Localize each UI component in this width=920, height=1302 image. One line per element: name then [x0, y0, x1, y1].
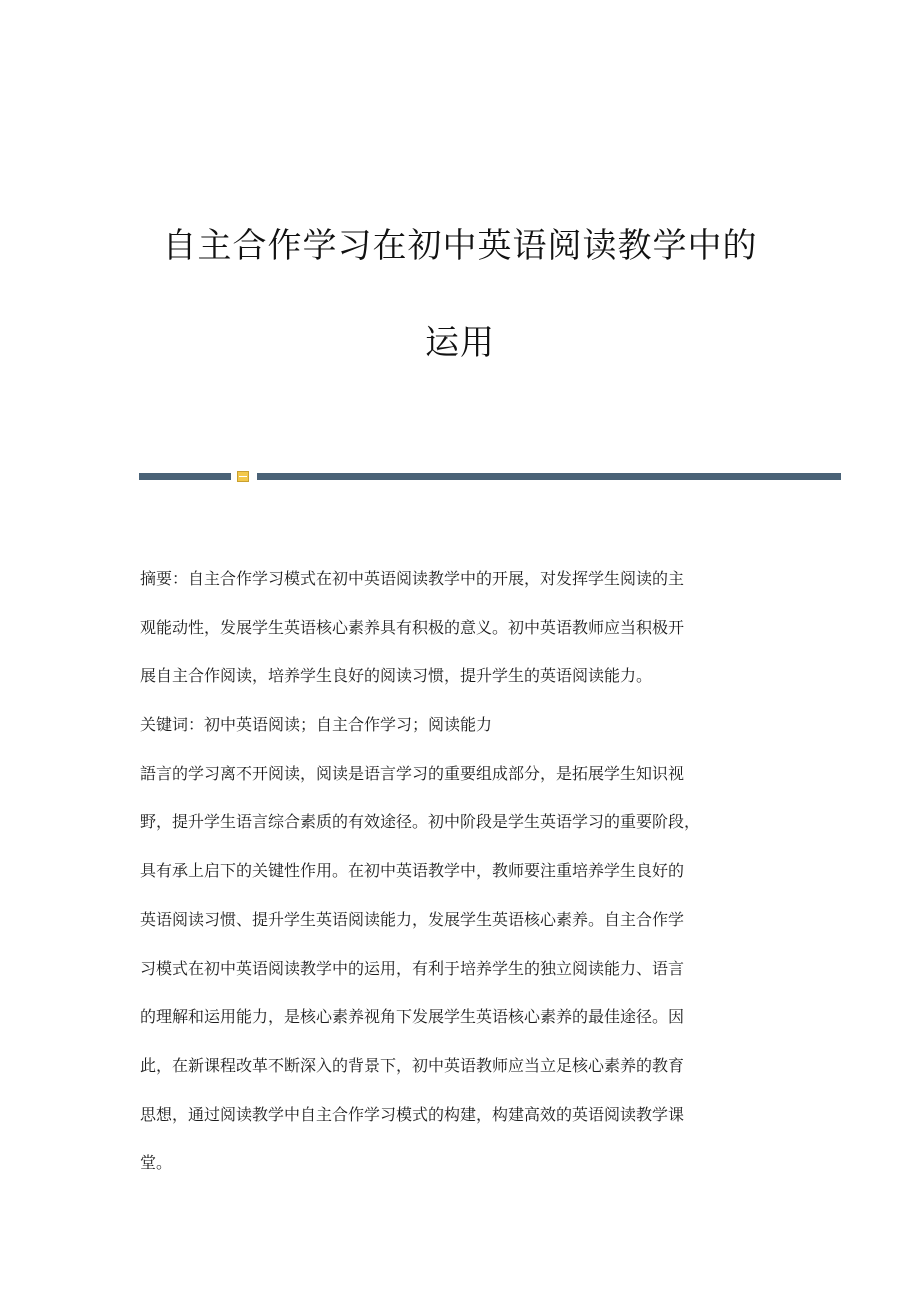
body-line-6: 的理解和运用能力，是核心素养视角下发展学生英语核心素养的最佳途径。因 [140, 1007, 685, 1027]
body-line-8: 思想，通过阅读教学中自主合作学习模式的构建，构建高效的英语阅读教学课 [140, 1104, 685, 1124]
abstract-line-2: 观能动性，发展学生英语核心素养具有积极的意义。初中英语教师应当积极开 [140, 617, 685, 637]
keywords-section [140, 712, 780, 761]
abstract-line-1: 摘要：自主合作学习模式在初中英语阅读教学中的开展，对发挥学生阅读的主 [140, 569, 685, 588]
document-title-line-2: 运用 [425, 323, 495, 363]
abstract-section [140, 566, 780, 712]
body-line-4: 英语阅读习惯、提升学生英语阅读能力，发展学生英语核心素养。自主合作学 [140, 909, 685, 929]
document-title-line-1: 自主合作学习在初中英语阅读教学中的 [162, 226, 758, 266]
document-body [140, 566, 780, 1199]
body-line-2: 野，提升学生语言综合素质的有效途径。初中阶段是学生英语学习的重要阶段， [140, 812, 701, 832]
body-line-3: 具有承上启下的关键性作用。在初中英语教学中，教师要注重培养学生良好的 [140, 861, 685, 881]
body-paragraph [140, 761, 780, 1199]
title-divider [139, 472, 841, 482]
divider-ornament-icon [237, 471, 249, 482]
body-line-7: 此，在新课程改革不断深入的背景下，初中英语教师应当立足核心素养的教育 [140, 1055, 685, 1075]
body-line-1: 語言的学习离不开阅读，阅读是语言学习的重要组成部分，是拓展学生知识视 [140, 763, 685, 783]
body-line-5: 习模式在初中英语阅读教学中的运用，有利于培养学生的独立阅读能力、语言 [140, 958, 685, 978]
divider-left-segment [139, 473, 231, 480]
keywords-line: 关键词：初中英语阅读；自主合作学习；阅读能力 [140, 715, 493, 735]
body-line-9: 堂。 [140, 1153, 173, 1173]
divider-right-segment [257, 473, 841, 480]
abstract-line-3: 展自主合作阅读，培养学生良好的阅读习惯，提升学生的英语阅读能力。 [140, 666, 653, 686]
